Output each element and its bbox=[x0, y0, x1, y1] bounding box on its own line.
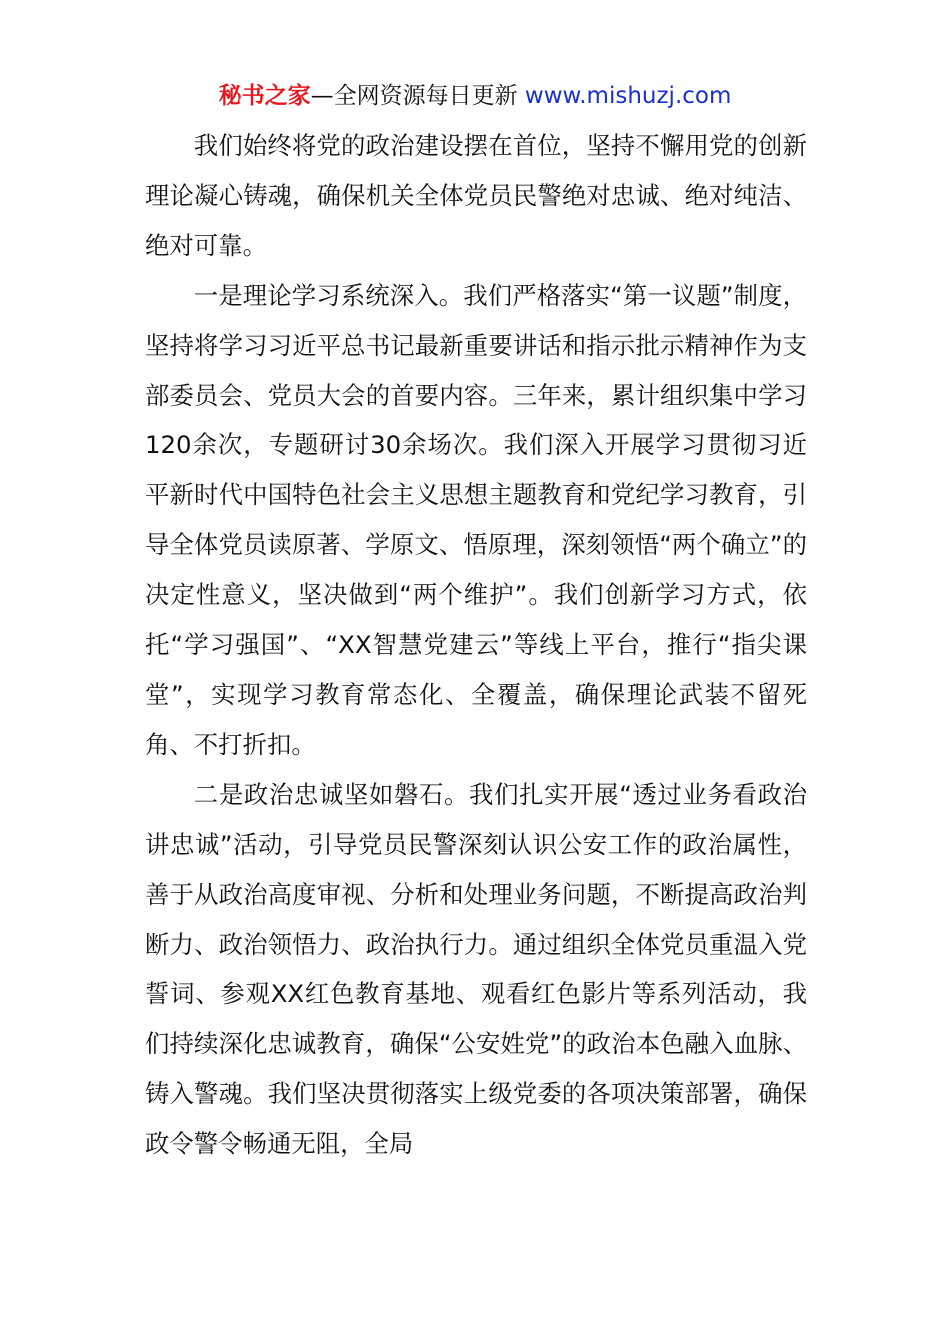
site-tagline: —全网资源每日更新 bbox=[310, 83, 525, 109]
paragraph-theory-study: 一是理论学习系统深入。我们严格落实“第一议题”制度，坚持将学习习近平总书记最新重要讲话和指示批示精神作为支部委员会、党员大会的首要内容。三年来，累计组织集中学习120余次，专题研讨30余场次。我们深入开展学习贯彻习近平新时代中国特色社会主义思想主题教育和党纪学习教育，引导全体党员读原著、学原文、悟原理，深刻领悟“两个确立”的决定性意义，坚决做到“两个维护”。我们创新学习方式，依托“学习强国”、“XX智慧党建云”等线上平台，推行“指尖课堂”，实现学习教育常态化、全覆盖，确保理论武装不留死角、不打折扣。 bbox=[145, 280, 807, 759]
site-brand: 秘书之家 bbox=[218, 83, 311, 109]
paragraph-intro: 我们始终将党的政治建设摆在首位，坚持不懈用党的创新理论凝心铸魂，确保机关全体党员民警绝对忠诚、绝对纯洁、绝对可靠。 bbox=[145, 131, 807, 260]
site-url[interactable]: www.mishuzj.com bbox=[524, 83, 732, 109]
page-header bbox=[0, 80, 950, 112]
paragraph-political-loyalty: 二是政治忠诚坚如磐石。我们扎实开展“透过业务看政治讲忠诚”活动，引导党员民警深刻认识公安工作的政治属性，善于从政治高度审视、分析和处理业务问题，不断提高政治判断力、政治领悟力、政治执行力。通过组织全体党员重温入党誓词、参观XX红色教育基地、观看红色影片等系列活动，我们持续深化忠诚教育，确保“公安姓党”的政治本色融入血脉、铸入警魂。我们坚决贯彻落实上级党委的各项决策部署，确保政令警令畅通无阻，全局 bbox=[145, 779, 807, 1159]
document-body bbox=[145, 121, 807, 1169]
